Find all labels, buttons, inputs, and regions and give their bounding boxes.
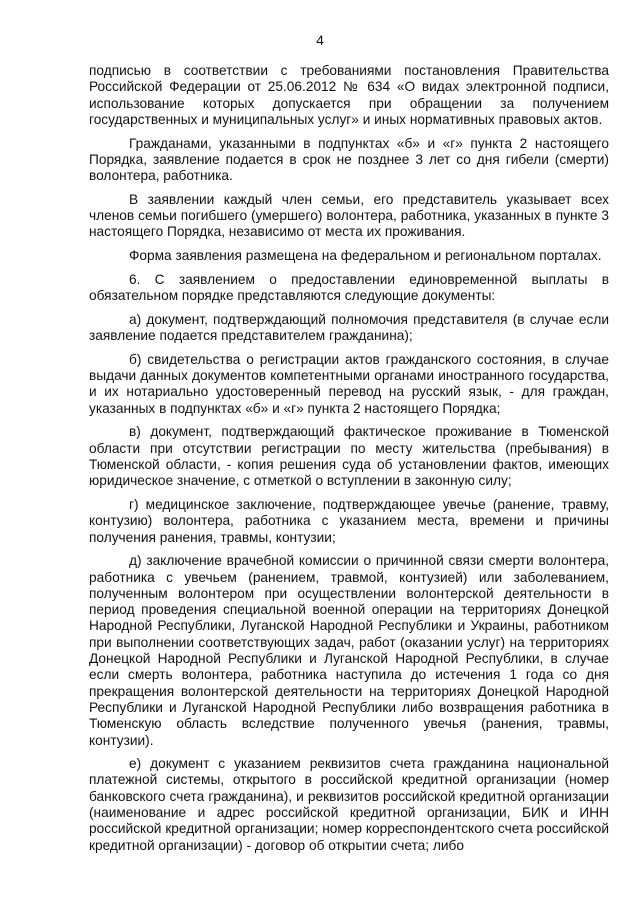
paragraph-form-location: Форма заявления размещена на федеральном и региональном порталах. [129, 248, 602, 264]
list-item-b: б) свидетельства о регистрации актов гражданского состояния, в случае выдачи данных документов компетентными органами иностранного государства, и их нотариально удостоверенный перевод на русский язык, - для граждан, указанных в подпунктах «б» и «г» пункта 2 настоящего Порядка; [89, 351, 609, 416]
list-item-d: д) заключение врачебной комиссии о причинной связи смерти волонтера, работника с увечьем (ранением, травмой, контузией) или заболеванием, полученным волонтером при осуществлении волонтерской деятельности в период проведения специальной военной операции на территориях Донецкой Народной Республики, Луганской Народной Республики и Украины, работником при выполнении соответствующих задач, работ (оказании услуг) на территориях Донецкой Народной Республики и Луганской Народной Республики, в случае если смерть волонтера, работника наступила до истечения 1 года со дня прекращения волонтерской деятельности на территориях Донецкой Народной Республики и Луганской Народной Республики либо возвращения работника в Тюменскую область вследствие полученного увечья (ранения, травмы, контузии). [89, 553, 609, 748]
list-item-e: е) документ с указанием реквизитов счета гражданина национальной платежной системы, открытого в российской кредитной организации (номер банковского счета гражданина), и реквизитов российской кредитной организации (наименование и адрес российской кредитной организации, БИК и ИНН российской кредитной организации; номер корреспондентского счета российской кредитной организации) - договор об открытии счета; либо [89, 756, 609, 853]
paragraph-deadline: Гражданами, указанными в подпунктах «б» и «г» пункта 2 настоящего Порядка, заявление подается в срок не позднее 3 лет со дня гибели (смерти) волонтера, работника. [89, 135, 609, 184]
list-item-v: в) документ, подтверждающий фактическое проживание в Тюменской области при отсутствии регистрации по месту жительства (пребывания) в Тюменской области, - копия решения суда об установлении фактов, имеющих юридическое значение, с отметкой о вступлении в законную силу; [89, 424, 609, 489]
page-number: 4 [316, 32, 324, 48]
document-body [89, 63, 609, 861]
list-item-g: г) медицинское заключение, подтверждающее увечье (ранение, травму, контузию) волонтера, работника с указанием места, времени и причины получения ранения, травмы, контузии; [89, 496, 609, 545]
paragraph-continuation: подписью в соответствии с требованиями постановления Правительства Российской Федерации от 25.06.2012 № 634 «О видах электронной подписи, использование которых допускается при обращении за получением государственных и муниципальных услуг» и иных нормативных правовых актов. [89, 63, 609, 127]
list-item-a: а) документ, подтверждающий полномочия представителя (в случае если заявление подается представителем гражданина); [89, 311, 609, 344]
paragraph-section-6: 6. С заявлением о предоставлении единовременной выплаты в обязательном порядке представляются следующие документы: [89, 271, 609, 304]
paragraph-family-members: В заявлении каждый член семьи, его представитель указывает всех членов семьи погибшего (умершего) волонтера, работника, указанных в пункте 3 настоящего Порядка, независимо от места их проживания. [89, 191, 609, 240]
